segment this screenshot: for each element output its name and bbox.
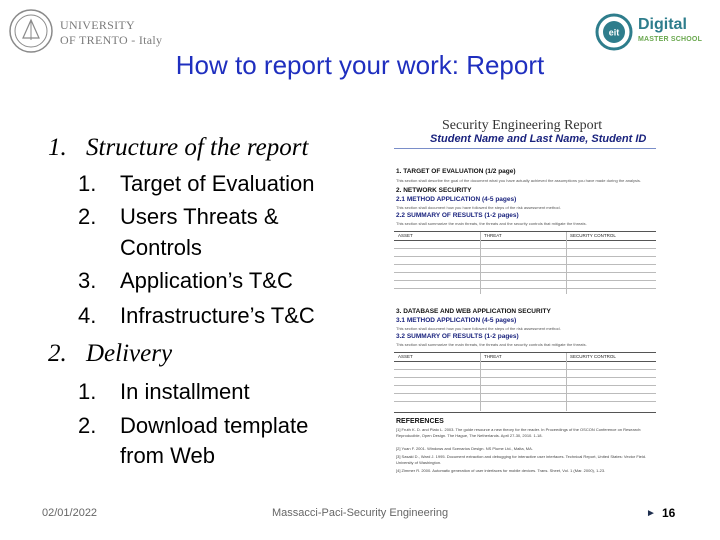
reference: [4] Zimmer R. 2000. Automatic generation of user interfaces for mobile devices. Trans. Sheet, Vol. 1 (Mar. 2000), 1-23. [396,468,606,473]
references-heading: REFERENCES [396,418,444,425]
report-subtitle: Student Name and Last Name, Student ID [430,133,647,145]
report-heading: 2.2 SUMMARY OF RESULTS (1-2 pages) [396,212,519,219]
slide-title: How to report your work: Report [175,50,545,80]
report-title: Security Engineering Report [442,118,603,133]
report-heading: 1. TARGET OF EVALUATION (1/2 page) [396,168,516,175]
section-number: 1. [48,134,67,161]
report-text: This section shall summarize the main threats, the threats and the security controls that mitigate the threats. [396,221,587,226]
divider [394,148,656,149]
section-label: Delivery [86,340,173,367]
eit-master-school: MASTER SCHOOL [638,36,703,43]
svg-text:eit: eit [608,27,620,38]
university-line2: OF TRENTO - Italy [60,33,163,47]
university-name [60,18,162,48]
eit-ring-icon [594,12,634,52]
reference: [2] Yuan F. 2001. Windows and Scenarios Design. NS Plume Ltd., Malta, MA. [396,446,533,451]
report-text: This section shall describe the goal of the document what you have actually achieved the assumptions you have made during the analysis. [396,178,642,183]
arrow-icon: ► [646,508,656,519]
report-text: This section shall document how you have followed the steps of the risk assessment method. [396,205,561,210]
report-text: This section shall summarize the main threats, the threats and the security controls that mitigate the threats. [396,342,587,347]
report-heading: 3. DATABASE AND WEB APPLICATION SECURITY [396,308,551,315]
report-heading: 2.1 METHOD APPLICATION (4-5 pages) [396,196,517,203]
page-number: 16 [662,506,676,520]
report-text: This section shall document how you have followed the steps of the risk assessment method. [396,326,561,331]
divider [394,412,656,413]
section-label: Structure of the report [86,134,309,161]
footer-date: 02/01/2022 [42,507,98,519]
report-heading: 3.1 METHOD APPLICATION (4-5 pages) [396,317,517,324]
reference: [3] Sasaki D., Ward J. 1995. Document extraction and debugging for interactive user interfaces. Technical Report, United States: Vector Field. University of Washington. [396,454,647,465]
section-heading-delivery [48,340,172,368]
eit-digital-word: Digital [638,16,687,33]
report-template-thumbnail [376,118,664,480]
report-heading: 2. NETWORK SECURITY [396,187,472,194]
slide: UNIVERSITY OF TRENTO - Italy eit Digital MASTER SCHOOL How to report your work: Report 1. Structure of the report 1. Target of Evaluation 2. Users Threats & Controls 3. Application’s T&C 4. Infrastructure’s T&C 2. Delivery 1. In installment 2. Download template from Web Security Engineering Report Student Name and Last Name, Student ID 1. TARGET OF EVALUATION (1/2 page) This section shall describe the goal of the document what you have actually achieved the assumptions you have made during the analysis. 2. NETWORK SECURITY 2.1 METHOD APPLICATION (4-5 pages) This section shall document how you have followed the steps of the risk assessment method. 2.2 SUMMARY OF RESULTS (1-2 pages) This section shall summarize the main threats, the threats and the security controls that mitigate the threats. ASSET THREAT SECURITY CONTROL 3. DATABASE AND WEB APPLICATION SECURITY 3.1 METHOD APPLICATION (4-5 pages) This section shall document how you have followed the steps of the risk assessment method. 3.2 SUMMARY OF RESULTS (1-2 pages) This section shall summarize the main threats, the threats and the security controls that mitigate the threats. ASSET THREAT SECURITY CONTROL REFERENCES [1] Fruth K. D. and Plato L. 2003. The guide resource a new theory for the reader. In Proceedings of the OSCON Conference on Research: Reproducible, Open Design. The Hague, The Netherlands. April 27-30, 2010. 1-18. [2] Yuan F. 2001. Windows and Scenarios Design. NS Plume Ltd., Malta, MA. [3] Sasaki D., Ward J. 1995. Document extraction and debugging for interactive user interfaces. Technical Report, United States: Vector Field. University of Washington. [4] Zimmer R. 2000. Automatic generation of user interfaces for mobile devices. Trans. Sheet, Vol. 1 (Mar. 2000), 1-23. 02/01/2022 Massacci-Paci-Security Engineering ► 16 [0,0,720,540]
university-logo [8,8,168,54]
section-number: 2. [48,340,67,367]
summary-table: ASSET THREAT SECURITY CONTROL [394,231,656,293]
summary-table: ASSET THREAT SECURITY CONTROL [394,352,656,410]
footer-center: Massacci-Paci-Security Engineering [272,507,449,519]
reference: [1] Fruth K. D. and Plato L. 2003. The guide resource a new theory for the reader. In Proceedings of the OSCON Conference on Research: Reproducible, Open Design. The Hague, The Netherlands. April 27-30, 2010. 1-18. [396,427,642,438]
university-line1: UNIVERSITY [60,18,135,32]
section-heading-structure [48,134,308,162]
eit-digital-logo [594,12,704,52]
report-heading: 3.2 SUMMARY OF RESULTS (1-2 pages) [396,333,519,340]
university-seal-icon [8,8,54,54]
